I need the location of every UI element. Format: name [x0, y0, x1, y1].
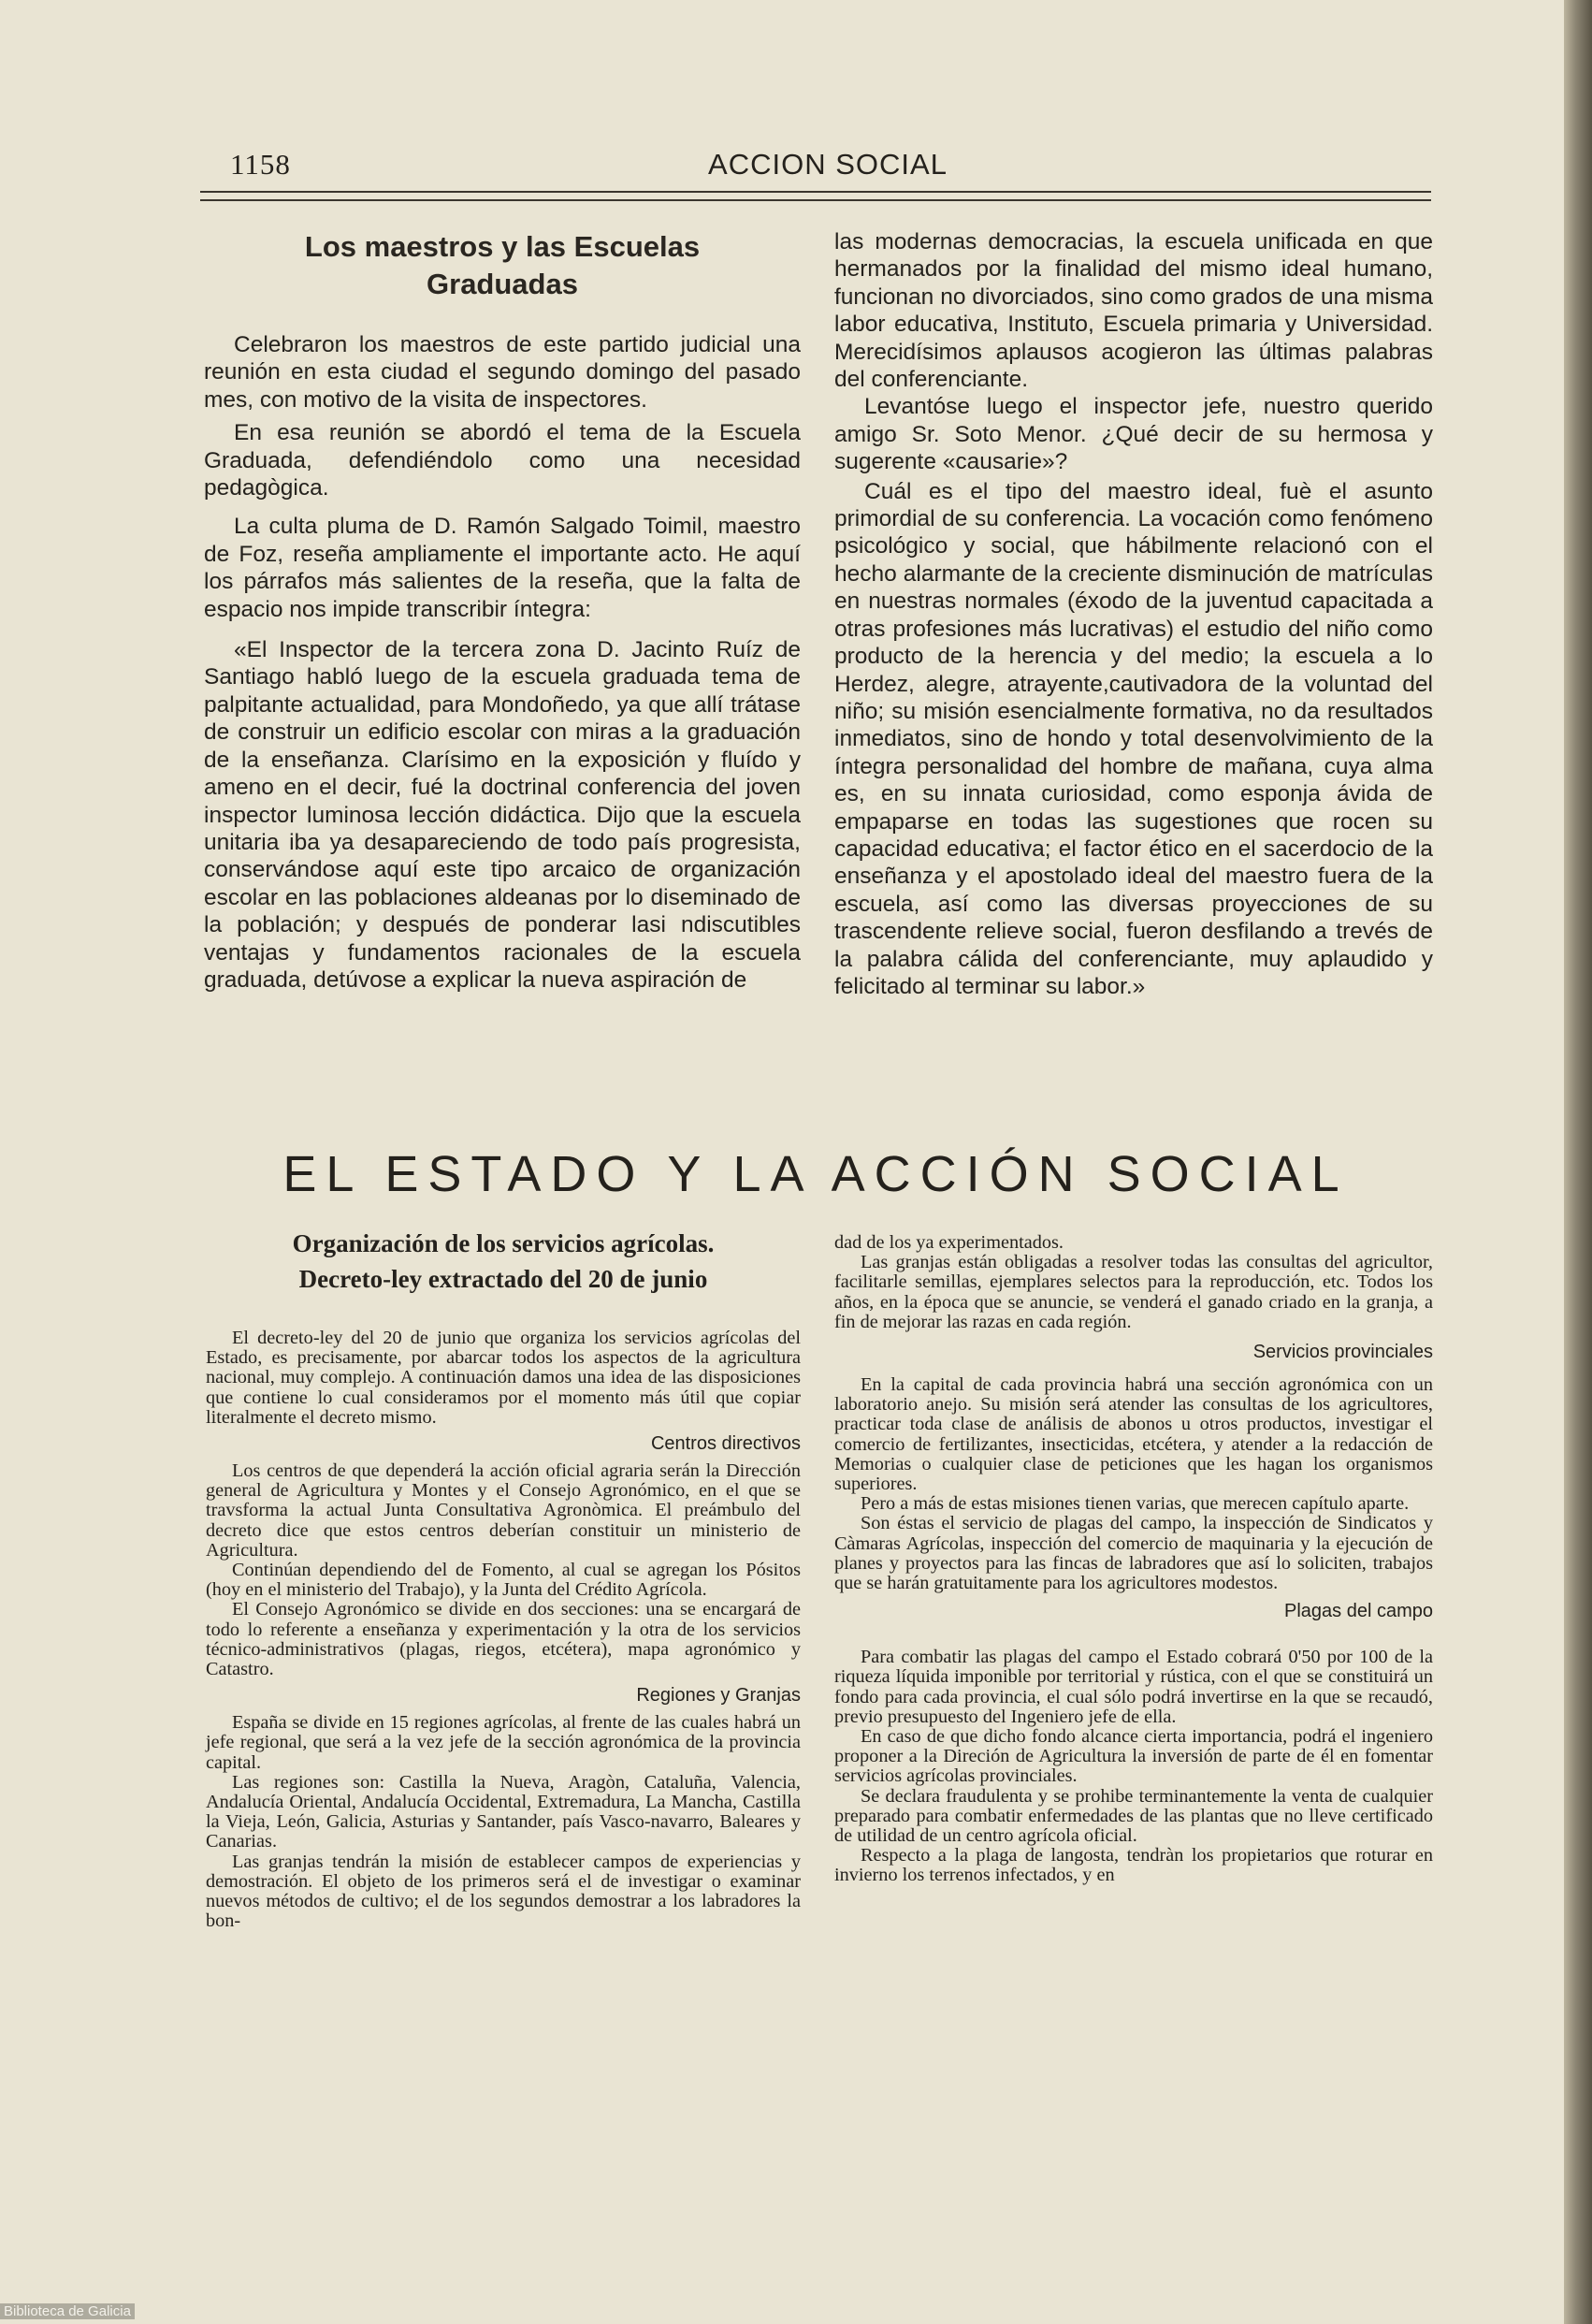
paragraph: las modernas democracias, la escuela unificada en que hermanados por la finalidad del mismo ideal humano, funcionan no divorciados, sino como grados de una misma labor educativa, Instituto, Escuela primaria y Universidad. Merecidísimos aplausos acogieron las últimas palabras del conferenciante.	[834, 229, 1433, 393]
article2-title-line1: Organización de los servicios agrícolas.	[292, 1229, 715, 1257]
paragraph: Se declara fraudulenta y se prohibe terminantemente la venta de cualquier preparado para combatir enfermedades de las plantas que no lleve certificado de utilidad de un centro agrícola oficial.	[834, 1785, 1433, 1847]
paragraph: dad de los ya experimentados.	[834, 1232, 1064, 1253]
page-edge	[1564, 0, 1592, 2324]
paragraph: En caso de que dicho fondo alcance cierta importancia, podrá el ingeniero proponer a la Direción de Agricultura la inversión de parte de él en fomentar servicios agrícolas provinciales.	[834, 1726, 1433, 1787]
header-rule	[200, 191, 1431, 201]
section-label-servicios-provinciales: Servicios provinciales	[1252, 1342, 1433, 1363]
section-label-plagas-campo: Plagas del campo	[1284, 1601, 1433, 1622]
paragraph: Levantóse luego el inspector jefe, nuestro querido amigo Sr. Soto Menor. ¿Qué decir de su hermosa y sugerente «causarie»?	[834, 394, 1433, 475]
article2-title-line2: Decreto-ley extractado del 20 de junio	[298, 1265, 708, 1293]
article1-title	[204, 228, 801, 303]
paragraph: El decreto-ley del 20 de junio que organiza los servicios agrícolas del Estado, es precisamente, por abarcar todos los aspectos de la agricultura nacional, muy complejo. A continuación damos una idea de las disposiciones que contiene lo cual consideramos por el momento más útil que copiar literalmente el decreto mismo.	[206, 1328, 801, 1428]
article1-title-line1: Los maestros y las Escuelas	[304, 230, 701, 263]
paragraph: Las granjas tendrán la misión de establecer campos de experiencias y demostración. El objeto de los primeros será el de investigar o examinar nuevos métodos de cultivo; el de los segundos demostrar a los labradores la bon-	[206, 1851, 801, 1932]
paragraph: En esa reunión se abordó el tema de la Escuela Graduada, defendiéndolo como una necesidad pedagògica.	[204, 420, 801, 501]
section-heading: EL ESTADO Y LA ACCIÓN SOCIAL	[282, 1146, 1349, 1202]
article1-right-column	[834, 228, 1433, 1000]
paragraph: En la capital de cada provincia habrá una sección agronómica con un laboratorio anejo. Su misión será atender las consultas de los agricultores, practicar toda clase de análisis de abonos u otros productos, investigar el comercio de fertilizantes, insecticidas, etcétera, y atender a la redacción de Memorias o cualquier clase de peticiones que les hagan los organismos superiores.	[834, 1374, 1433, 1495]
running-title: ACCION SOCIAL	[708, 148, 948, 181]
paragraph: Pero a más de estas misiones tienen varias, que merecen capítulo aparte.	[861, 1493, 1410, 1515]
paragraph: Los centros de que dependerá la acción oficial agraria serán la Dirección general de Agricultura y Montes y el Consejo Agronómico, en el que se travsforma la actual Junta Consultativa Agronòmica. El preámbulo del decreto dice que estos centros deberían constituir un ministerio de Agricultura.	[206, 1460, 801, 1561]
article2-left-column	[206, 1226, 801, 1931]
paragraph: España se divide en 15 regiones agrícolas, al frente de las cuales habrá un jefe regional, que será a la vez jefe de la sección agronómica de la provincia capital.	[206, 1712, 801, 1773]
paragraph: Las granjas están obligadas a resolver todas las consultas del agricultor, facilitarle semillas, ejemplares selectos para la reproducción, etc. Todos los años, en la época que se anuncie, se venderá el ganado criado en la granja, a fin de mejorar las razas en cada región.	[834, 1252, 1433, 1332]
paragraph: Para combatir las plagas del campo el Estado cobrará 0'50 por 100 de la riqueza líquida imponible por territorial y rústica, con el que se constituirá un fondo para cada provincia, el cual sólo podrá invertirse en la que se recaudó, previo presupuesto del Ingeniero jefe de ella.	[834, 1647, 1433, 1727]
paragraph: Respecto a la plaga de langosta, tendràn los propietarios que roturar en invierno los terrenos infectados, y en	[834, 1845, 1433, 1886]
section-label-centros-directivos: Centros directivos	[650, 1433, 801, 1455]
page-header	[224, 148, 1431, 185]
paragraph: El Consejo Agronómico se divide en dos secciones: una se encargará de todo lo referente a enseñanza y experimentación y la otra de los servicios técnico-administrativos (plagas, riegos, etcétera), mapa agronómico y Catastro.	[206, 1599, 801, 1680]
paragraph: La culta pluma de D. Ramón Salgado Toimil, maestro de Foz, reseña ampliamente el importante acto. He aquí los párrafos más salientes de la reseña, que la falta de espacio nos impide transcribir íntegra:	[204, 514, 801, 622]
article1-title-line2: Graduadas	[427, 268, 578, 300]
paragraph: Continúan dependiendo del de Fomento, al cual se agregan los Pósitos (hoy en el ministerio del Trabajo), y la Junta del Crédito Agrícola.	[206, 1560, 801, 1601]
article2-right-column	[834, 1233, 1433, 1886]
page-number: 1158	[230, 148, 291, 181]
paragraph: «El Inspector de la tercera zona D. Jacinto Ruíz de Santiago habló luego de la escuela graduada tema de palpitante actualidad, para Mondoñedo, ya que allí trátase de construir un edificio escolar con miras a la graduación de la enseñanza. Clarísimo en la exposición y fluído y ameno en el decir, fué la doctrinal conferencia del joven inspector luminosa lección didáctica. Dijo que la escuela unitaria iba ya desapareciendo de todo país progresista, conservándose aquí este tipo arcaico de organización escolar en las poblaciones aldeanas por lo diseminado de la población; y después de ponderar lasi ndiscutibles ventajas y fundamentos racionales de la escuela graduada, detúvose a explicar la nueva aspiración de	[204, 637, 801, 993]
paragraph: Cuál es el tipo del maestro ideal, fuè el asunto primordial de su conferencia. La vocación como fenómeno psicológico y social, que hábilmente relacionó con el hecho alarmante de la creciente disminución de matrículas en nuestras normales (éxodo de la juventud capacitada a otras profesiones más lucrativas) el estudio del niño como producto de la herencia y del medio; la escuela a lo Herdez, alegre, atrayente,cautivadora de la voluntad del niño; su misión esencialmente formativa, no da resultados inmediatos, sino de hondo y total desenvolvimiento de la íntegra personalidad del hombre de mañana, cuya alma es, en su innata curiosidad, como esponja ávida de empaparse en todas las sugestiones que rocen su capacidad educativa; el factor ético en el sacerdocio de la enseñanza y el apostolado ideal del maestro fuera de la escuela, así como las diversas proyecciones de su trascendente relieve social, fueron desfilando a trevés de la palabra cálida del conferenciante, muy aplaudido y felicitado al terminar su labor.»	[834, 478, 1433, 999]
paragraph: Celebraron los maestros de este partido judicial una reunión en esta ciudad el segundo domingo del pasado mes, con motivo de la visita de inspectores.	[204, 332, 801, 413]
article1-left-column	[204, 228, 801, 994]
paragraph: Son éstas el servicio de plagas del campo, la inspección de Sindicatos y Càmaras Agrícolas, inspección del comercio de maquinaria y la ejecución de planes y proyectos para las fincas de labradores que así lo soliciten, trabajos que se harán gratuitamente para los agricultores modestos.	[834, 1513, 1433, 1594]
article2-title	[206, 1226, 801, 1297]
library-credit: Biblioteca de Galicia	[0, 2303, 135, 2319]
section-label-regiones-granjas: Regiones y Granjas	[636, 1685, 801, 1707]
paragraph: Las regiones son: Castilla la Nueva, Aragòn, Cataluña, Valencia, Andalucía Oriental, Andalucía Occidental, Extremadura, La Mancha, Castilla la Vieja, León, Galicia, Asturias y Santander, país Vasco-navarro, Baleares y Canarias.	[206, 1771, 801, 1852]
